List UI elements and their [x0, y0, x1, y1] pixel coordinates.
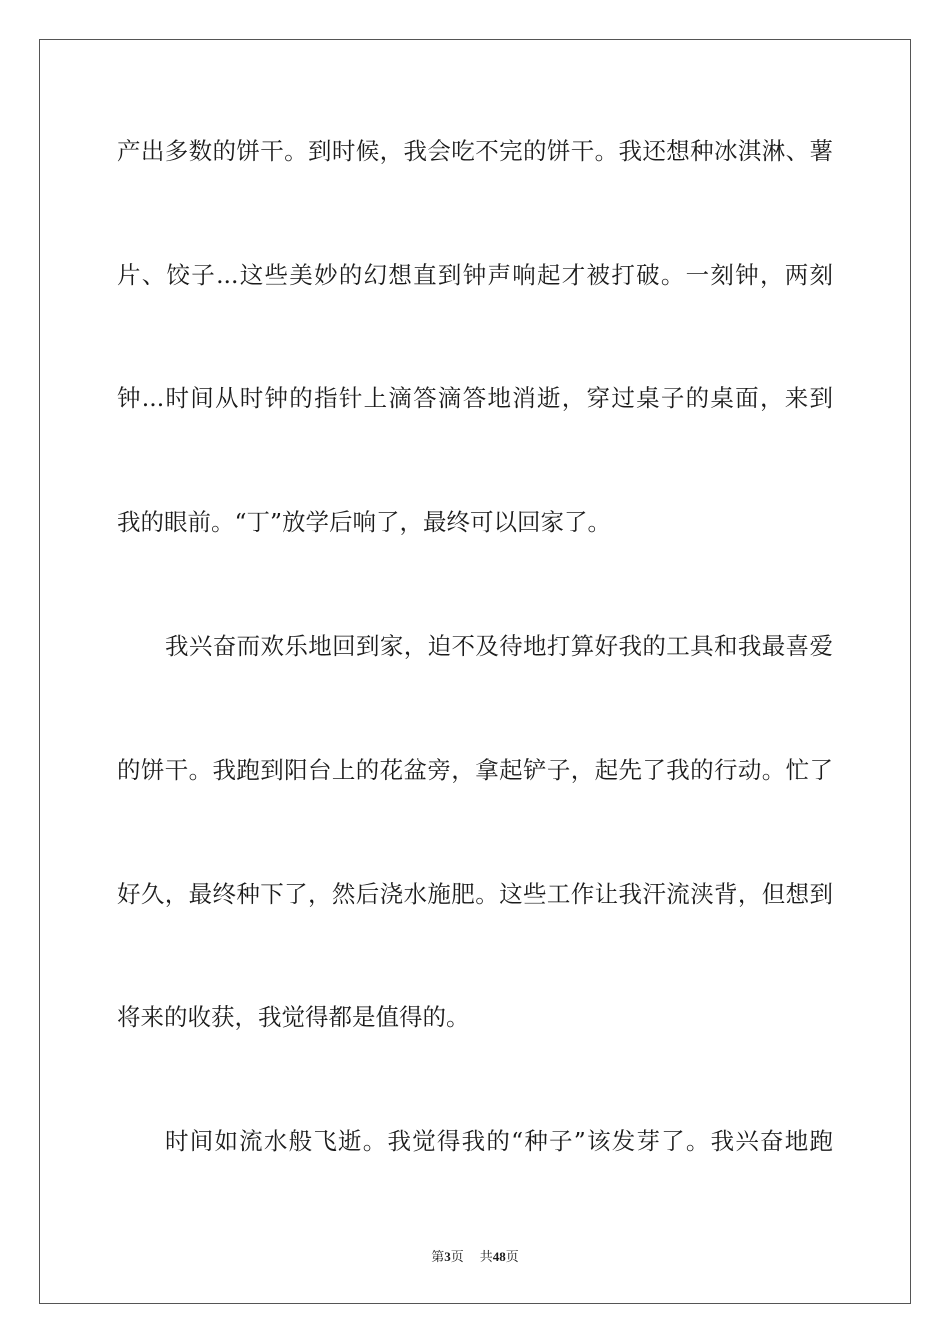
text-line-8: 将来的收获，我觉得都是值得的。	[117, 1003, 470, 1031]
page-number: 3	[444, 1249, 451, 1264]
paragraph-2-line-1: 我兴奋而欢乐地回到家，迫不及待地打算好我的工具和我最喜爱	[165, 632, 833, 660]
page-footer	[0, 1249, 950, 1266]
text-line-1: 产出多数的饼干。到时候，我会吃不完的饼干。我还想种冰淇淋、薯	[117, 137, 833, 165]
total-prefix: 共	[479, 1250, 493, 1265]
text-line-2: 片、饺子...这些美妙的幻想直到钟声响起才被打破。一刻钟，两刻	[117, 261, 833, 289]
text-line-6: 的饼干。我跑到阳台上的花盆旁，拿起铲子，起先了我的行动。忙了	[117, 756, 833, 784]
text-line-7: 好久，最终种下了，然后浇水施肥。这些工作让我汗流浃背，但想到	[117, 880, 833, 908]
page-border	[39, 39, 911, 1304]
text-line-4: 我的眼前。“丁”放学后响了，最终可以回家了。	[117, 508, 612, 536]
page-suffix: 页	[450, 1250, 464, 1265]
text-line-3: 钟...时间从时钟的指针上滴答滴答地消逝，穿过桌子的桌面，来到	[117, 384, 833, 412]
page-prefix: 第	[431, 1250, 445, 1265]
paragraph-3-line-1: 时间如流水般飞逝。我觉得我的“种子”该发芽了。我兴奋地跑	[165, 1127, 833, 1155]
total-suffix: 页	[505, 1250, 519, 1265]
total-pages: 48	[492, 1249, 506, 1264]
